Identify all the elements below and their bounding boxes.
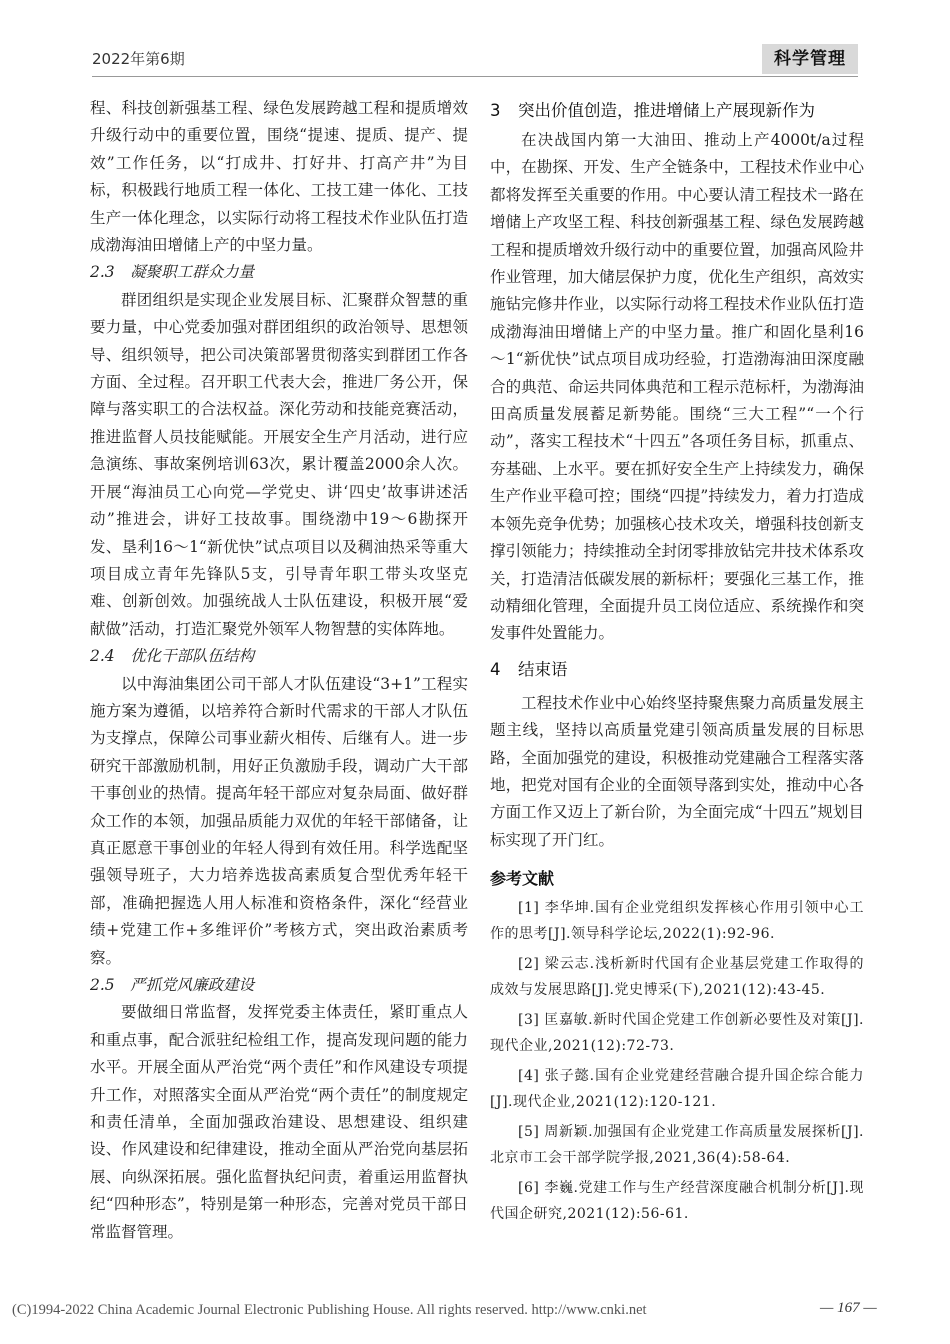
section-2-4-body: 以中海油集团公司干部人才队伍建设“3+1”工程实施方案为遵循，以培养符合新时代需求的干部人才队伍为支撑点，保障公司事业薪火相传、后继有人。进一步研究干部激励机制，用好正负激励手段，调动广大干部干事创业的热情。提高年轻干部应对复杂局面、做好群众工作的本领，加强品质能力双优的年轻干部储备，让真正愿意干事创业的年轻人得到有效任用。科学选配坚强领导班子，大力培养选拔高素质复合型优秀年轻干部，准确把握选人用人标准和资格条件，深化“经营业绩+党建工作+多维评价”考核方式，突出政治素质考察。 [90,674,468,967]
section-3-body: 在决战国内第一大油田、推动上产4000t/a过程中，在勘探、开发、生产全链条中，工程技术作业中心都将发挥至关重要的作用。中心要认清工程技术一路在增储上产攻坚工程、科技创新强基工程、绿色发展跨越工程和提质增效升级行动中的重要位置，加强高风险井作业管理，加大储层保护力度，优化生产组织，高效实施钻完修井作业，以实际行动将工程技术作业队伍打造成渤海油田增储上产的中坚力量。推广和固化垦利16～1“新优快”试点项目成功经验，打造渤海油田深度融合的典范、命运共同体典范和工程示范标杆，为渤海油田高质量发展蓄足新势能。围绕“三大工程”“一个行动”，落实工程技术“十四五”各项任务目标，抓重点、夯基础、上水平。要在抓好安全生产上持续发力，确保生产作业平稳可控；围绕“四提”持续发力，着力打造成本领先竞争优势；加强核心技术攻关，增强科技创新支撑引领能力；持续推动全封闭零排放钻完井技术体系攻关，打造清洁低碳发展的新标杆；要强化三基工作，推动精细化管理，全面提升员工岗位适应、系统操作和突发事件处置能力。 [490,131,864,643]
reference-item: [4] 张子懿.国有企业党建经营融合提升国企综合能力[J].现代企业,2021(12):120-121. [490,1068,864,1111]
page-number: — 167 — [820,1300,877,1316]
copyright-notice: (C)1994-2022 China Academic Journal Electronic Publishing House. All rights reserved. http://www.cnki.net [12,1302,647,1318]
section-4-heading [490,656,864,684]
section-2-4-heading: 2.4 优化干部队伍结构 [90,647,255,666]
section-2-3-body: 群团组织是实现企业发展目标、汇聚群众智慧的重要力量，中心党委加强对群团组织的政治领导、思想领导、组织领导，把公司决策部署贯彻落实到群团工作各方面、全过程。召开职工代表大会，推进厂务公开，保障与落实职工的合法权益。深化劳动和技能竞赛活动，推进监督人员技能赋能。开展安全生产月活动，进行应急演练、事故案例培训63次，累计覆盖2000余人次。开展“海油员工心向党—学党史、讲‘四史’故事讲述活动”推进会，讲好工技故事。围绕渤中19～6勘探开发、垦利16～1“新优快”试点项目以及稠油热采等重大项目成立青年先锋队5支，引导青年职工带头攻坚克难、创新创效。加强统战人士队伍建设，积极开展“爱献做”活动，打造汇聚党外领军人物智慧的实体阵地。 [90,290,468,638]
reference-item: [5] 周新颖.加强国有企业党建工作高质量发展探析[J].北京市工会干部学院学报,2021,36(4):58-64. [490,1124,864,1167]
right-column [490,95,864,1231]
intro-paragraph: 程、科技创新强基工程、绿色发展跨越工程和提质增效升级行动中的重要位置，围绕“提速、提质、提产、提效”工作任务，以“打成井、打好井、打高产井”为目标，积极践行地质工程一体化、工技工建一体化、工技生产一体化理念，以实际行动将工程技术作业队伍打造成渤海油田增储上产的中坚力量。 [90,99,468,255]
section-2-5-heading: 2.5 严抓党风廉政建设 [90,976,255,994]
section-3-heading [490,97,864,125]
section-2-5-body: 要做细日常监督，发挥党委主体责任，紧盯重点人和重点事，配合派驻纪检组工作，提高发现问题的能力水平。开展全面从严治党“两个责任”和作风建设专项提升工作，对照落实全面从严治党“两个责任”的制度规定和责任清单，全面加强政治建设、思想建设、组织建设、作风建设和纪律建设，推动全面从严治党向基层拓展、向纵深拓展。强化监督执纪问责，着重运用监督执纪“四种形态”，特别是第一种形态，完善对党员干部日常监督管理。 [90,1003,468,1241]
reference-item: [1] 李华坤.国有企业党组织发挥核心作用引领中心工作的思考[J].领导科学论坛,2022(1):92-96. [490,900,864,943]
section-3-number: 3 [490,101,501,120]
section-4-body: 工程技术作业中心始终坚持聚焦聚力高质量发展主题主线，坚持以高质量党建引领高质量发展的目标思路，全面加强党的建设，积极推动党建融合工程落实落地，把党对国有企业的全面领导落到实处，推动中心各方面工作又迈上了新台阶，为全面完成“十四五”规划目标实现了开门红。 [490,693,864,849]
left-column [90,95,468,1246]
reference-item: [3] 匡嘉敏.新时代国企党建工作创新必要性及对策[J].现代企业,2021(12):72-73. [490,1012,864,1055]
reference-item: [6] 李巍.党建工作与生产经营深度融合机制分析[J].现代国企研究,2021(12):56-61. [490,1180,864,1223]
section-4-title: 结束语 [518,659,568,679]
section-4-number: 4 [490,659,501,679]
section-2-3-heading: 2.3 凝聚职工群众力量 [90,263,255,282]
journal-name-badge: 科学管理 [762,44,858,74]
references-heading: 参考文献 [490,869,555,889]
section-3-title: 突出价值创造，推进增储上产展现新作为 [518,101,815,120]
header-divider [92,76,858,77]
reference-item: [2] 梁云志.浅析新时代国有企业基层党建工作取得的成效与发展思路[J].党史博采(下),2021(12):43-45. [490,956,864,999]
journal-issue: 2022年第6期 [92,50,185,68]
